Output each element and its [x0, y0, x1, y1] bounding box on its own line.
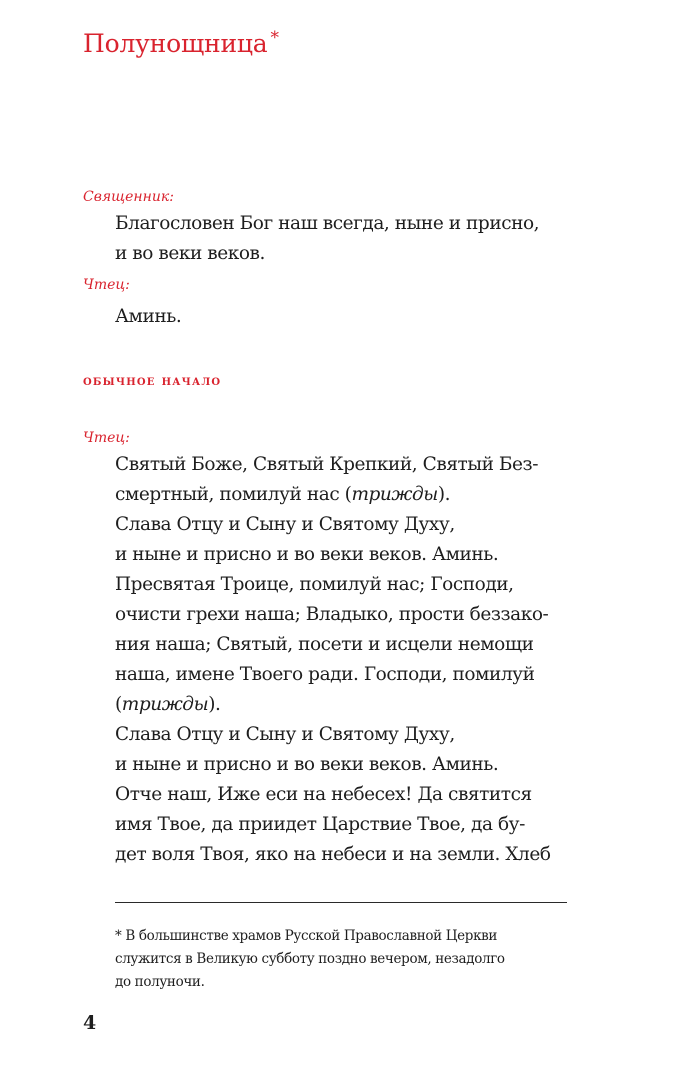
text-line: (трижды). [115, 694, 221, 715]
rubric-italic: трижды [351, 484, 438, 505]
text-line: дет воля Твоя, яко на небеси и на земли. Хлеб [115, 844, 551, 865]
footnote-line: * В большинстве храмов Русской Православной Церкви [115, 928, 498, 944]
speaker-reader: Чтец: [83, 277, 130, 293]
text-line: и во веки веков. [115, 243, 265, 264]
text-line: Пресвятая Троице, помилуй нас; Господи, [115, 574, 514, 595]
speaker-reader-section: Чтец: [83, 430, 130, 446]
text-line: смертный, помилуй нас (трижды). [115, 484, 451, 505]
text-line: Слава Отцу и Сыну и Святому Духу, [115, 724, 455, 745]
text-line: Отче наш, Иже еси на небесех! Да святится [115, 784, 532, 805]
title-text: Полунощница [83, 29, 268, 58]
footnote-line: служится в Великую субботу поздно вечером, незадолго [115, 951, 505, 967]
section-heading: обычное начало [83, 373, 222, 389]
text-line: имя Твое, да приидет Царствие Твое, да бу- [115, 814, 525, 835]
footnote-divider [115, 902, 567, 903]
text-line: Святый Боже, Святый Крепкий, Святый Без- [115, 454, 539, 475]
reader-text [115, 302, 555, 332]
section-text [115, 450, 555, 870]
text-line: и ныне и присно и во веки веков. Аминь. [115, 544, 499, 565]
text-line: Слава Отцу и Сыну и Святому Духу, [115, 514, 455, 535]
priest-text [115, 209, 555, 269]
footnote-marker: * [270, 28, 279, 48]
footnote [115, 925, 565, 994]
text-line: Благословен Бог наш всегда, ныне и присно, [115, 213, 540, 234]
text-line: и ныне и присно и во веки веков. Аминь. [115, 754, 499, 775]
text-line: ния наша; Святый, посети и исцели немощи [115, 634, 534, 655]
text-line: наша, имене Твоего ради. Господи, помилуй [115, 664, 535, 685]
page-title [83, 28, 279, 58]
speaker-priest: Священник: [83, 189, 174, 205]
text-line: очисти грехи наша; Владыко, прости беззако- [115, 604, 549, 625]
footnote-line: до полуночи. [115, 974, 205, 990]
text-line: Аминь. [115, 306, 182, 327]
page-number: 4 [83, 1012, 97, 1034]
rubric-italic: трижды [121, 694, 209, 715]
